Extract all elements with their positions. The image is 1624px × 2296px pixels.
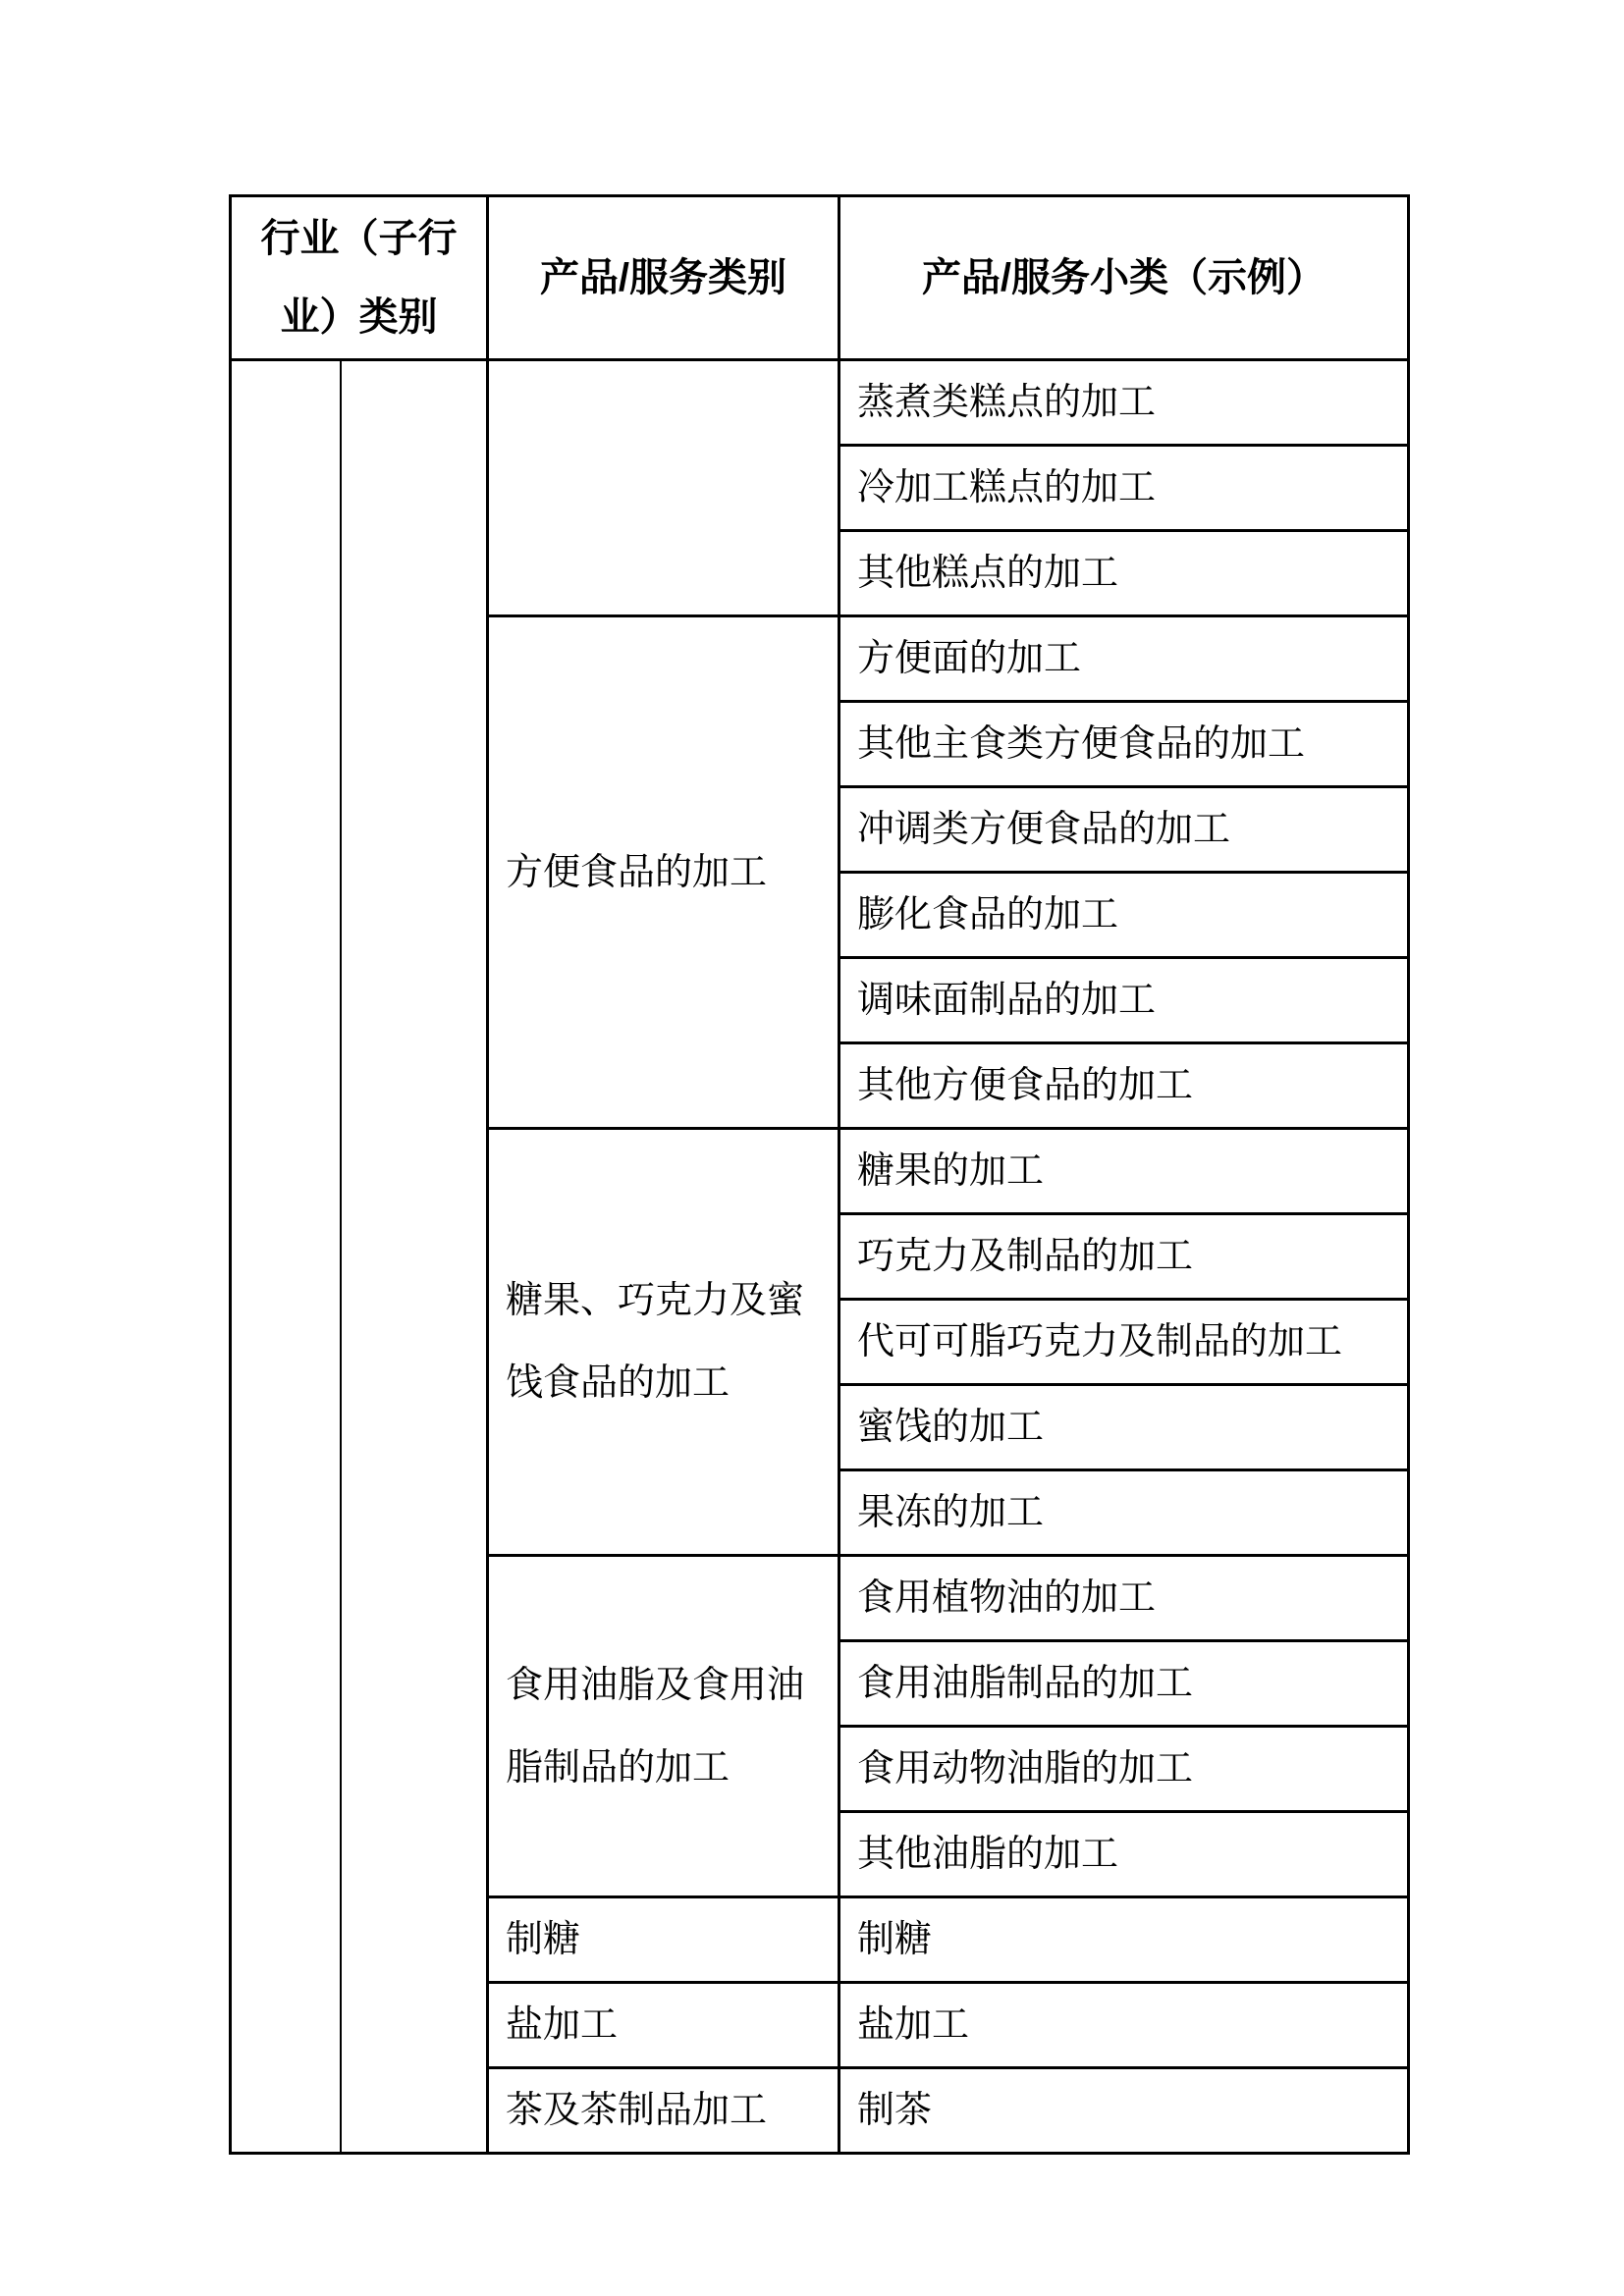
subcategory-cell [839,873,1409,958]
subcategory-label: 食用植物油的加工 [857,1577,1157,1619]
header-product-service-subcategory [839,196,1409,360]
category-cell [488,1556,839,1897]
subcategory-label: 其他油脂的加工 [857,1834,1119,1875]
table-row [231,360,1409,446]
category-cell [488,616,839,1129]
subindustry-col-cell [341,360,488,2154]
subcategory-cell [839,2068,1409,2154]
table-header-row [231,196,1409,360]
subcategory-cell [839,360,1409,446]
industry-products-table [229,194,1410,2155]
category-cell [488,360,839,616]
category-cell [488,1983,839,2068]
category-cell [488,1897,839,1983]
category-label: 糖果、巧克力及蜜饯食品的加工 [506,1280,805,1404]
subcategory-cell [839,1385,1409,1470]
subcategory-label: 盐加工 [857,2004,970,2046]
subcategory-label: 其他主食类方便食品的加工 [857,723,1306,765]
subcategory-cell [839,616,1409,702]
subcategory-label: 蜜饯的加工 [857,1407,1045,1448]
subcategory-cell [839,1641,1409,1727]
subcategory-cell [839,1214,1409,1300]
category-label: 盐加工 [506,2004,619,2046]
subcategory-cell [839,702,1409,787]
subcategory-cell [839,1812,1409,1897]
subcategory-label: 制糖 [857,1919,933,1960]
header-product-service-subcategory-label: 产品/服务小类（示例） [921,256,1326,299]
category-label: 食用油脂及食用油脂制品的加工 [506,1664,805,1789]
subcategory-cell [839,1043,1409,1129]
category-label: 茶及茶制品加工 [506,2090,768,2131]
subcategory-cell [839,1983,1409,2068]
subcategory-cell [839,787,1409,873]
subcategory-label: 制茶 [857,2090,933,2131]
subcategory-cell [839,1556,1409,1641]
subcategory-label: 其他糕点的加工 [857,553,1119,594]
subcategory-label: 方便面的加工 [857,638,1082,679]
subcategory-label: 蒸煮类糕点的加工 [857,382,1157,423]
subcategory-label: 糖果的加工 [857,1150,1045,1192]
subcategory-cell [839,446,1409,531]
subcategory-cell [839,1470,1409,1556]
subcategory-label: 果冻的加工 [857,1492,1045,1533]
subcategory-label: 代可可脂巧克力及制品的加工 [857,1321,1343,1362]
subcategory-label: 冲调类方便食品的加工 [857,809,1231,850]
header-industry-category [231,196,488,360]
subcategory-cell [839,1897,1409,1983]
category-cell [488,2068,839,2154]
subcategory-label: 调味面制品的加工 [857,980,1157,1021]
subcategory-label: 巧克力及制品的加工 [857,1236,1194,1277]
category-cell [488,1129,839,1556]
subcategory-label: 食用油脂制品的加工 [857,1663,1194,1704]
subcategory-label: 其他方便食品的加工 [857,1065,1194,1106]
category-label: 方便食品的加工 [506,851,768,893]
header-product-service-category [488,196,839,360]
header-product-service-category-label: 产品/服务类别 [539,256,787,299]
subcategory-cell [839,531,1409,616]
subcategory-cell [839,1129,1409,1214]
header-industry-category-label: 行业（子行业）类别 [260,217,458,339]
category-label: 制糖 [506,1919,581,1960]
subcategory-cell [839,958,1409,1043]
subcategory-cell [839,1300,1409,1385]
industry-col-cell [231,360,341,2154]
subcategory-label: 冷加工糕点的加工 [857,467,1157,508]
subcategory-label: 食用动物油脂的加工 [857,1748,1194,1789]
subcategory-label: 膨化食品的加工 [857,894,1119,935]
subcategory-cell [839,1727,1409,1812]
